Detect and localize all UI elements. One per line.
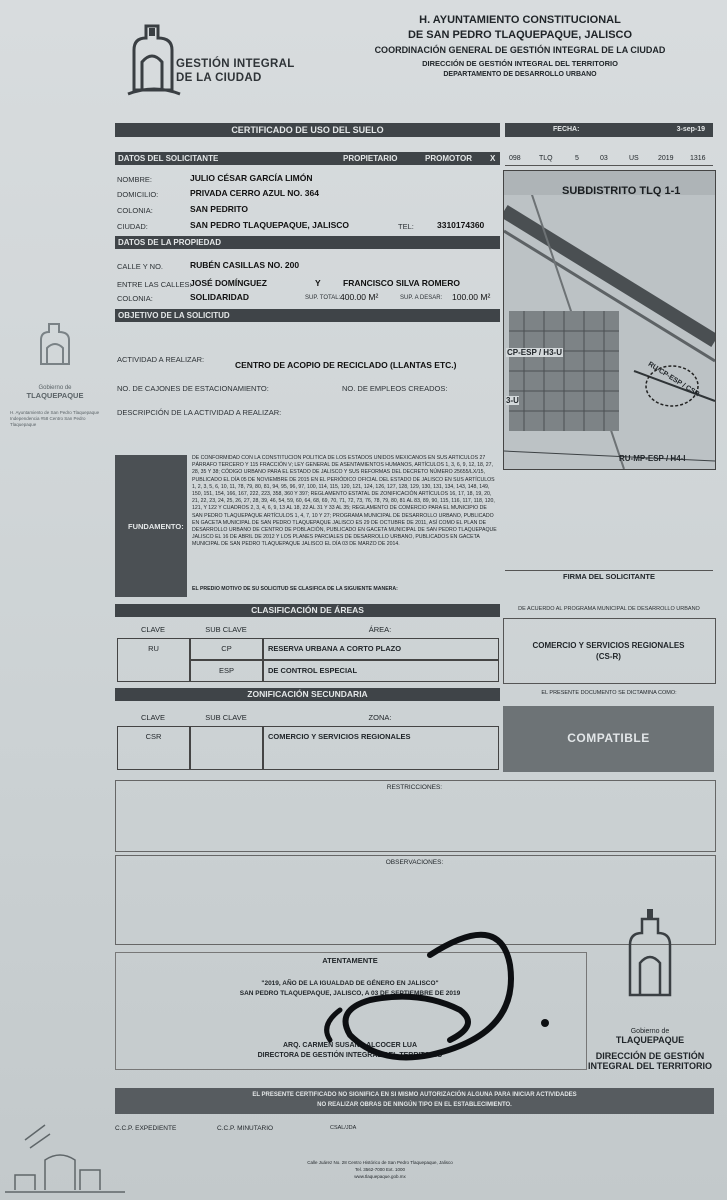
fecha-bar	[505, 123, 713, 137]
actividad-value: CENTRO DE ACOPIO DE RECICLADO (LLANTAS ETC.)	[235, 360, 457, 370]
side-logo-address: H. Ayuntamiento de San Pedro Tlaquepaque Independencia #58 Centro San Pedro Tlaquepaque	[10, 410, 100, 427]
folio-part: US	[629, 155, 639, 162]
sup-total-label: SUP. TOTAL:	[305, 295, 341, 301]
promotor-mark: X	[490, 154, 496, 163]
firma-nombre: ARQ. CARMEN SUSANA ALCOCER LUA	[282, 1042, 418, 1049]
propiedad-section-title: DATOS DE LA PROPIEDAD	[118, 238, 221, 247]
entre-calle-2: FRANCISCO SILVA ROMERO	[343, 278, 460, 288]
stamp-city: TLAQUEPAQUE	[615, 1035, 685, 1045]
actividad-label: ACTIVIDAD A REALIZAR:	[117, 355, 205, 364]
programa-note: DE ACUERDO AL PROGRAMA MUNICIPAL DE DESARROLLO URBANO	[518, 606, 700, 612]
firma-cargo: DIRECTORA DE GESTIÓN INTEGRAL DEL TERRITORIO	[257, 1052, 443, 1059]
footer-address-3: www.tlaquepaque.gob.mx	[354, 1174, 406, 1179]
stamp-dir2: INTEGRAL DEL TERRITORIO	[587, 1061, 712, 1071]
objetivo-section-bar	[115, 309, 500, 322]
header-line3: COORDINACIÓN GENERAL DE GESTIÓN INTEGRAL DE LA CIUDAD	[374, 45, 666, 55]
solicitante-section-title: DATOS DEL SOLICITANTE	[118, 154, 219, 163]
sup-desar-label: SUP. A DESAR:	[400, 295, 443, 301]
zon-zona: COMERCIO Y SERVICIOS REGIONALES	[263, 726, 499, 770]
calle-label: CALLE Y NO.	[117, 262, 163, 271]
clasif-header-area: ÁREA:	[368, 625, 392, 634]
clasif-row-area: DE CONTROL ESPECIAL	[263, 660, 499, 682]
zonificacion-bar	[115, 688, 500, 701]
logo-text-line1: GESTIÓN INTEGRAL	[176, 58, 295, 70]
lema: "2019, AÑO DE LA IGUALDAD DE GÉNERO EN JALISCO"	[261, 980, 439, 987]
uso-box	[503, 618, 716, 684]
side-logo	[10, 320, 100, 470]
fecha-label: FECHA:	[553, 126, 580, 133]
fecha-value: 3-sep-19	[676, 126, 705, 133]
certificate-title-bar	[115, 123, 500, 137]
domicilio-value: PRIVADA CERRO AZUL NO. 364	[190, 188, 319, 198]
propiedad-section-bar	[115, 236, 500, 249]
folio-part: 2019	[658, 155, 674, 162]
church-logo-icon	[124, 20, 184, 100]
map-title: SUBDISTRITO TLQ 1-1	[562, 185, 681, 197]
stamp-dir1: DIRECCIÓN DE GESTIÓN	[595, 1051, 705, 1061]
atentamente: ATENTAMENTE	[322, 956, 378, 965]
gestion-integral-logo	[124, 20, 314, 100]
fundamento-closing: EL PREDIO MOTIVO DE SU SOLICITUD SE CLASIFICA DE LA SIGUIENTE MANERA:	[192, 586, 398, 592]
folio-part: 1316	[690, 155, 706, 162]
firma-solicitante-label: FIRMA DEL SOLICITANTE	[563, 572, 655, 581]
tel-label: TEL:	[398, 222, 414, 231]
clasif-row-area: RESERVA URBANA A CORTO PLAZO	[263, 638, 499, 660]
clasif-row-clave: RU	[117, 638, 190, 682]
header-line2: DE SAN PEDRO TLAQUEPAQUE, JALISCO	[407, 29, 633, 41]
folio-part: 5	[575, 155, 579, 162]
map-label-bottom: RU-MP-ESP / H4-I	[619, 454, 686, 463]
fundamento-label: FUNDAMENTO:	[128, 522, 184, 531]
lugar-fecha: SAN PEDRO TLAQUEPAQUE, JALISCO, A 03 DE SEPTIEMBRE DE 2019	[239, 990, 461, 997]
observaciones-label: OBSERVACIONES:	[385, 859, 444, 866]
folio-part: TLQ	[539, 155, 553, 162]
result-value: COMPATIBLE	[567, 731, 650, 745]
propietario-label: PROPIETARIO	[343, 154, 398, 163]
folio-part: 098	[509, 155, 521, 162]
stamp-gobierno: Gobierno de	[630, 1028, 670, 1035]
map-drawing	[504, 171, 715, 469]
sup-desar-value: 100.00 M²	[452, 292, 491, 302]
zon-header-zona: ZONA:	[368, 713, 392, 722]
dictamina-note: EL PRESENTE DOCUMENTO SE DICTAMINA COMO:	[541, 690, 677, 696]
header-line4: DIRECCIÓN DE GESTIÓN INTEGRAL DEL TERRITORIO	[422, 59, 618, 68]
folio-row	[505, 152, 713, 166]
initials: CSAL/JDA	[330, 1125, 357, 1131]
fundamento-text: DE CONFORMIDAD CON LA CONSTITUCIÓN POLÍTICA DE LOS ESTADOS UNIDOS MEXICANOS EN SUS ARTÍCULOS 27 PÁRRAFO TERCERO Y 115 FRACCIÓN V; LEY GENERAL DE ASENTAMIENTOS HUMANOS, ARTÍCULOS 1, 3, 6, 9, 12, 18, 27, 28, 35 Y 38; CÓDIGO URBANO PARA EL ESTADO DE JALISCO Y SUS REFORMAS DEL DECRETO NÚMERO 25655/LX/15, PUBLICADO EL DÍA 05 DE NOVIEMBRE DE 2015 EN EL PERIÓDICO OFICIAL DEL ESTADO DE JALISCO EN SUS ARTÍCULOS 1, 2, 3, 5, 6, 10, 11, 78, 79, 80, 81, 94, 95, 96, 97, 100, 114, 115, 120, 121, 124, 126, 127, 128, 129, 130, 131, 134, 143, 148, 149, 150, 151, 154, 166, 167, 222, 223, 358, 360 Y 397; REGLAMENTO ESTATAL DE ZONIFICACIÓN ARTÍCULOS 16, 17, 18, 19, 20, 21, 22, 23, 24, 25, 26, 27, 28, 39, 46, 54, 59, 60, 64, 68, 69, 70, 71, 72, 73, 76, 78, 79, 80, 81 AL 83, 89, 90, 115, 116, 117, 118, 120, 121, Y 122 Y CUADROS 2, 3, 4, 6, 9, 13 AL 18, 22 AL 31 Y 33 AL 35; REGLAMENTO DE COMERCIO PARA EL MUNICIPIO DE SAN PEDRO TLAQUEPAQUE ARTÍCULOS 1, 4, 7, 10 Y 27; PROGRAMA MUNICIPAL DE DESARROLLO URBANO, PUBLICADO EN GACETA MUNICIPAL DE SAN PEDRO TLAQUEPAQUE JALISCO ES 29 DE OCTUBRE DE 2011, ASÍ COMO EL PLAN DE DESARROLLO URBANO DE CENTRO DE POBLACIÓN, PUBLICADO EN GACETA MUNICIPAL DE SAN PEDRO TLAQUEPAQUE JALISCO EL 16 DE ABRIL DE 2012 Y LOS PLANES PARCIALES DE DESARROLLO URBANO, PUBLICADOS EN GACETA MUNICIPAL DE SAN PEDRO TLAQUEPAQUE JALISCO EL DÍA 03 DE MARZO DE 2014.	[192, 455, 497, 548]
map-label-3u: 3-U	[506, 396, 519, 405]
clasif-header-clave: CLAVE	[140, 625, 166, 634]
map-label-ru: RU-CP-ESP / CSR	[646, 360, 701, 399]
folio-part: 03	[600, 155, 608, 162]
solicitante-section-bar	[115, 152, 500, 165]
prop-colonia-label: COLONIA:	[117, 294, 153, 303]
domicilio-label: DOMICILIO:	[117, 190, 159, 199]
promotor-label: PROMOTOR	[425, 154, 472, 163]
sup-total-value: 400.00 M²	[340, 292, 379, 302]
clasificacion-bar	[115, 604, 500, 617]
zonificacion-title: ZONIFICACIÓN SECUNDARIA	[247, 689, 368, 699]
clasif-header-subclave: SUB CLAVE	[205, 625, 247, 634]
descripcion-label: DESCRIPCIÓN DE LA ACTIVIDAD A REALIZAR:	[117, 408, 282, 417]
ciudad-label: CIUDAD:	[117, 222, 148, 231]
direccion-stamp	[585, 905, 715, 1085]
colonia-label: COLONIA:	[117, 206, 153, 215]
zon-clave: CSR	[117, 726, 190, 770]
header-line5: DEPARTAMENTO DE DESARROLLO URBANO	[443, 71, 597, 78]
entre-y: Y	[315, 278, 321, 288]
prop-colonia-value: SOLIDARIDAD	[190, 292, 250, 302]
ccp-expediente: C.C.P. EXPEDIENTE	[115, 1125, 177, 1132]
entre-label: ENTRE LAS CALLES:	[117, 280, 192, 289]
uso-value: COMERCIO Y SERVICIOS REGIONALES	[532, 641, 685, 650]
colonia-value: SAN PEDRITO	[190, 204, 248, 214]
church-watermark-icon	[33, 320, 77, 370]
firma-solicitante-line	[505, 570, 713, 571]
calle-value: RUBÉN CASILLAS NO. 200	[190, 260, 300, 270]
footer-address-1: Calle Juárez No. 28 Centro Histórico de San Pedro Tlaquepaque, Jalisco	[307, 1160, 453, 1165]
ccp-minutario: C.C.P. MINUTARIO	[217, 1125, 274, 1132]
map-label-cp: CP-ESP / H3-U	[507, 348, 562, 357]
tel-value: 3310174360	[437, 220, 485, 230]
clasificacion-title: CLASIFICACIÓN DE ÁREAS	[251, 605, 364, 615]
certificate-title: CERTIFICADO DE USO DEL SUELO	[231, 125, 384, 135]
footer-address-2: Tel. 3562-7000 Ext. 1000	[354, 1167, 406, 1172]
logo-text-line2: DE LA CIUDAD	[176, 72, 262, 84]
notice-line1: EL PRESENTE CERTIFICADO NO SIGNIFICA EN SI MISMO AUTORIZACIÓN ALGUNA PARA INICIAR ACTIVIDADES	[252, 1092, 577, 1098]
side-logo-gobierno: Gobierno de	[38, 385, 72, 391]
objetivo-section-title: OBJETIVO DE LA SOLICITUD	[118, 311, 230, 320]
header-line1: H. AYUNTAMIENTO CONSTITUCIONAL	[419, 14, 621, 26]
restricciones-label: RESTRICCIONES:	[386, 784, 443, 791]
nombre-value: JULIO CÉSAR GARCÍA LIMÓN	[190, 173, 313, 183]
side-logo-city: TLAQUEPAQUE	[26, 391, 84, 400]
zon-header-clave: CLAVE	[140, 713, 166, 722]
city-skyline-icon	[5, 1120, 125, 1200]
church-stamp-icon	[620, 905, 680, 1005]
nombre-label: NOMBRE:	[117, 175, 153, 184]
clasif-row-sub: CP	[190, 638, 263, 660]
header-block	[330, 14, 710, 104]
uso-code: (CS-R)	[596, 652, 621, 661]
ciudad-value: SAN PEDRO TLAQUEPAQUE, JALISCO	[190, 220, 349, 230]
entre-calle-1: JOSÉ DOMÍNGUEZ	[190, 278, 267, 288]
clasif-row-sub: ESP	[190, 660, 263, 682]
zon-sub	[190, 726, 263, 770]
handwritten-signature	[310, 915, 550, 1065]
zon-header-subclave: SUB CLAVE	[205, 713, 247, 722]
zoning-map	[503, 170, 716, 470]
cajones-label: NO. DE CAJONES DE ESTACIONAMIENTO:	[117, 384, 269, 393]
empleos-label: NO. DE EMPLEOS CREADOS:	[342, 384, 448, 393]
notice-line2: NO REALIZAR OBRAS DE NINGÚN TIPO EN EL ESTABLECIMIENTO.	[317, 1102, 512, 1108]
